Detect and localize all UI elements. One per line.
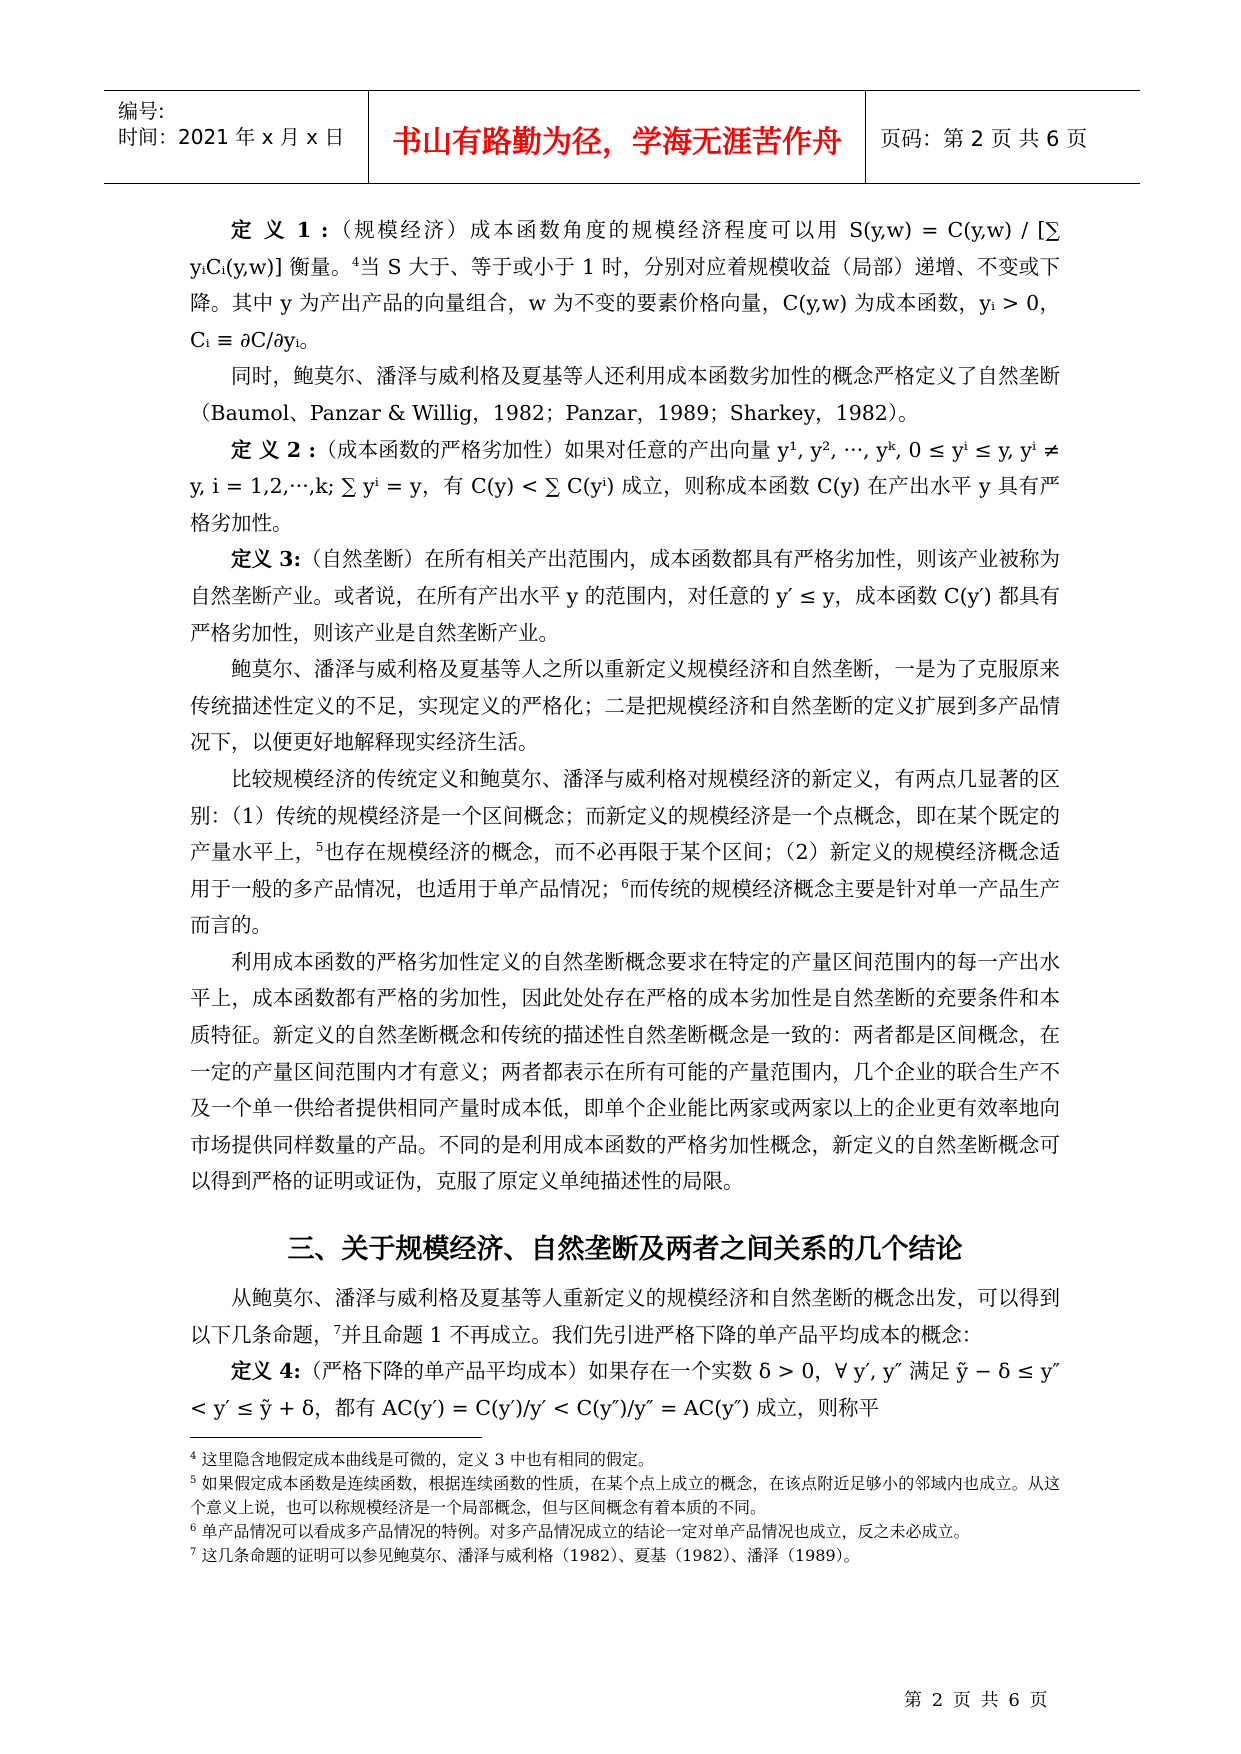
footnote-text: 这几条命题的证明可以参见鲍莫尔、潘泽与威利格（1982）、夏基（1982）、潘泽（1989）。	[201, 1546, 860, 1565]
definition-1-label: 定 义 1 :	[231, 218, 329, 242]
footnote-ref-4[interactable]: 4	[351, 254, 360, 269]
definition-3-text: （自然垄断）在所有相关产出范围内，成本函数都具有严格劣加性，则该产业被称为自然垄断产业。或者说，在所有产出水平 y 的范围内，对任意的 y′ ≤ y，成本函数 C(y′) 都具有严格劣加性，则该产业是自然垄断产业。	[190, 547, 1061, 645]
definition-4-label: 定义 4:	[231, 1359, 301, 1384]
header-right-cell	[866, 91, 1140, 183]
footnote-separator	[190, 1437, 482, 1438]
definition-4	[190, 1353, 1060, 1426]
paragraph-propositions-intro	[190, 1280, 1060, 1353]
paragraph-redefinition-reason: 鲍莫尔、潘泽与威利格及夏基等人之所以重新定义规模经济和自然垄断，一是为了克服原来传统描述性定义的不足，实现定义的严格化；二是把规模经济和自然垄断的定义扩展到多产品情况下，以便更好地解释现实经济生活。	[190, 657, 1060, 755]
footnote-number: 6	[190, 1523, 197, 1534]
page-footer: 第 2 页 共 6 页	[904, 1690, 1050, 1711]
definition-2-text: （成本函数的严格劣加性）如果对任意的产出向量 y¹, y², ···, yᵏ, 0 ≤ yⁱ ≤ y, yⁱ ≠ y, i = 1,2,···,k; ∑ yⁱ = y，有 C(y) < ∑ C(yⁱ) 成立，则称成本函数 C(y) 在产出水平 y 具有严格劣加性。	[190, 437, 1060, 535]
comparison-text-b: 也存在规模经济的概念，而不必再限于某个区间；（2）新定义的规模经济概念适用于一般的多产品情况，也适用于单产品情况；	[190, 840, 1061, 901]
serial-label: 编号:	[118, 99, 165, 123]
footnote-text: 单产品情况可以看成多产品情况的特例。对多产品情况成立的结论一定对单产品情况也成立，反之未必成立。	[201, 1522, 970, 1541]
footnote-number: 7	[190, 1547, 197, 1558]
definition-1	[190, 212, 1060, 358]
footnote-7	[190, 1544, 1060, 1568]
definition-3	[190, 541, 1060, 651]
header-page-label: 页码：第 2 页 共 6 页	[880, 127, 1088, 151]
paragraph-comparison	[190, 761, 1060, 944]
footnote-5	[190, 1472, 1060, 1520]
footnote-text: 如果假定成本函数是连续函数，根据连续函数的性质，在某个点上成立的概念，在该点附近足够小的邻域内也成立。从这个意义上说，也可以称规模经济是一个局部概念，但与区间概念有着本质的不同。	[190, 1474, 1060, 1517]
definition-2-label: 定 义 2 :	[231, 437, 317, 462]
footnote-ref-7[interactable]: 7	[333, 1322, 342, 1337]
footnotes	[190, 1448, 1060, 1568]
paragraph-subadditivity-intro: 同时，鲍莫尔、潘泽与威利格及夏基等人还利用成本函数劣加性的概念严格定义了自然垄断（Baumol、Panzar & Willig，1982；Panzar，1989；Sharkey，1982）。	[190, 364, 1060, 425]
footnote-ref-5[interactable]: 5	[315, 840, 324, 855]
comparison-text-c: 而传统的规模经济概念主要是针对单一产品生产而言的。	[190, 876, 1061, 938]
definition-4-text: （严格下降的单产品平均成本）如果存在一个实数 δ > 0，∀ y′, y″ 满足 ỹ − δ ≤ y″ < y′ ≤ ỹ + δ，都有 AC(y′) = C(y′)/y′ < C(y″)/y″ = AC(y″) 成立，则称平	[190, 1359, 1060, 1420]
propositions-text-a: 从鲍莫尔、潘泽与威利格及夏基等人重新定义的规模经济和自然垄断的概念出发，可以得到以下几条命题，	[190, 1286, 1060, 1347]
header-table	[104, 90, 1140, 184]
definition-2	[190, 432, 1060, 542]
definition-3-label: 定义 3:	[231, 547, 302, 572]
definition-1-text: （规模经济）成本函数角度的规模经济程度可以用 S(y,w) = C(y,w) / [∑ yᵢCᵢ(y,w)] 衡量。	[190, 218, 1060, 279]
footnote-number: 4	[190, 1451, 197, 1462]
paragraph-natural-monopoly: 利用成本函数的严格劣加性定义的自然垄断概念要求在特定的产量区间范围内的每一产出水平上，成本函数都有严格的劣加性，因此处处存在严格的成本劣加性是自然垄断的充要条件和本质特征。新定义的自然垄断概念和传统的描述性自然垄断概念是一致的：两者都是区间概念，在一定的产量区间范围内才有意义；两者都表示在所有可能的产量范围内，几个企业的联合生产不及一个单一供给者提供相同产量时成本低，即单个企业能比两家或两家以上的企业更有效率地向市场提供同样数量的产品。不同的是利用成本函数的严格劣加性概念，新定义的自然垄断概念可以得到严格的证明或证伪，克服了原定义单纯描述性的局限。	[190, 949, 1060, 1194]
footnote-ref-6[interactable]: 6	[621, 876, 629, 891]
header-motto: 书山有路勤为径，学海无涯苦作舟	[392, 125, 842, 160]
document-body	[190, 212, 1060, 1426]
section-3-title: 三、关于规模经济、自然垄断及两者之间关系的几个结论	[287, 1234, 963, 1266]
footnote-number: 5	[190, 1475, 197, 1486]
footnote-6	[190, 1520, 1060, 1544]
footnote-4	[190, 1448, 1060, 1472]
footnote-text: 这里隐含地假定成本曲线是可微的，定义 3 中也有相同的假定。	[201, 1450, 654, 1469]
definition-1-text-2: 当 S 大于、等于或小于 1 时，分别对应着规模收益（局部）递增、不变或下降。其中 y 为产出产品的向量组合，w 为不变的要素价格向量，C(y,w) 为成本函数，yᵢ > 0，Cᵢ ≡ ∂C/∂yᵢ。	[190, 254, 1060, 352]
header-left-cell	[104, 91, 369, 183]
header-center-cell	[369, 91, 866, 183]
propositions-text-b: 并且命题 1 不再成立。我们先引进严格下降的单产品平均成本的概念：	[341, 1322, 983, 1347]
comparison-text-a: 比较规模经济的传统定义和鲍莫尔、潘泽与威利格对规模经济的新定义，有两点几显著的区别：（1）传统的规模经济是一个区间概念；而新定义的规模经济是一个点概念，即在某个既定的产量水平上，	[190, 766, 1060, 865]
time-label: 时间：2021 年 x 月 x 日	[118, 125, 345, 149]
